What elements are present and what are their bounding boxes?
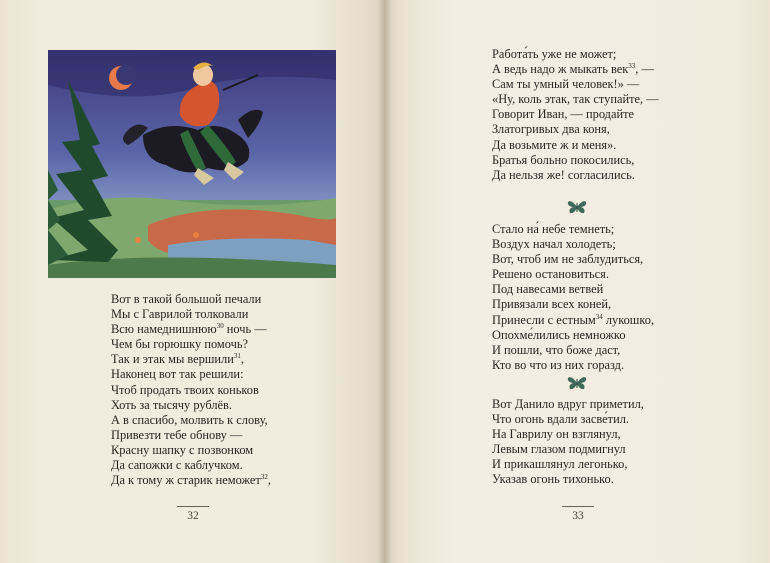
verse-line: Да к тому ж старик неможет$^{32}$, xyxy=(111,473,271,488)
page-number-left: 32 xyxy=(187,510,199,522)
footnote-marker[interactable]: 33 xyxy=(628,62,636,71)
book-gutter xyxy=(378,0,392,563)
verse-line: Братья больно покосились, xyxy=(492,152,635,167)
verse-line: Решено остановиться. xyxy=(492,267,609,282)
verse-line: Чтоб продать твоих коньков xyxy=(111,382,259,397)
verse-line: Привязали всех коней, xyxy=(492,297,612,312)
butterfly-ornament-icon xyxy=(567,374,587,392)
verse-line: Мы с Гаврилой толковали xyxy=(111,307,249,322)
butterfly-ornament-icon xyxy=(567,198,587,216)
verse-line: Воздух начал холодеть; xyxy=(492,237,616,252)
footnote-marker[interactable]: 32 xyxy=(260,473,268,482)
verse-line: Привезти тебе обнову — xyxy=(111,427,243,442)
illustration-ivan-riding-horse xyxy=(48,50,336,278)
footnote-marker[interactable]: 34 xyxy=(595,312,603,321)
verse-line: Хоть за тысячу рублёв. xyxy=(111,397,233,412)
stanza-1 xyxy=(492,47,659,183)
verse-line: «Ну, коль этак, так ступайте, — xyxy=(492,92,659,107)
verse-line: Всю намеднишнюю$^{30}$ ночь — xyxy=(111,322,267,337)
verse-line: Стало на́ небе темнеть; xyxy=(492,222,615,236)
verse-line: И пошли, что боже даст, xyxy=(492,342,621,357)
verse-line: Вот Данило вдруг приметил, xyxy=(492,397,644,411)
page-number-rule xyxy=(177,506,209,507)
verse-line: Говорит Иван, — продайте xyxy=(492,107,635,122)
page-number-right: 33 xyxy=(572,510,584,522)
verse-line: Златогривых два коня, xyxy=(492,122,610,137)
verse-line: Да сапожки с каблучком. xyxy=(111,458,243,473)
stanza-2 xyxy=(492,222,654,373)
verse-line: Вот в такой большой печали xyxy=(111,292,262,306)
verse-line: Работа́ть уже не может; xyxy=(492,47,617,61)
verse-line: Да нельзя же! согласились. xyxy=(492,167,635,182)
verse-line: Наконец вот так решили: xyxy=(111,367,244,382)
verse-left xyxy=(111,292,271,488)
footnote-marker[interactable]: 30 xyxy=(216,322,224,331)
verse-line: А в спасибо, молвить к слову, xyxy=(111,412,268,427)
verse-line: Так и этак мы вершили$^{31}$, xyxy=(111,352,244,367)
page-number-rule xyxy=(562,506,594,507)
verse-line: Да возьмите ж и меня». xyxy=(492,137,617,152)
verse-line: Красну шапку с позвонком xyxy=(111,442,254,457)
verse-line: И прикашлянул легонько, xyxy=(492,457,628,472)
verse-line: Что огонь вдали засве́тил. xyxy=(492,412,630,427)
verse-line: Чем бы горюшку помочь? xyxy=(111,337,249,352)
verse-line: А ведь надо ж мыкать век$^{33}$, — xyxy=(492,62,654,77)
stanza-3 xyxy=(492,397,644,488)
verse-line: Принесли с естным$^{34}$ лукошко, xyxy=(492,312,655,327)
verse-line: На Гаврилу он взглянул, xyxy=(492,427,621,442)
verse-line: Кто во что из них горазд. xyxy=(492,357,625,372)
verse-line: Указав огонь тихонько. xyxy=(492,472,614,487)
verse-line: Сам ты умный человек!» — xyxy=(492,77,640,92)
verse-line: Левым глазом подмигнул xyxy=(492,442,626,457)
verse-line: Опохме́лились немножко xyxy=(492,327,626,342)
verse-line: Под навесами ветвей xyxy=(492,282,604,297)
footnote-marker[interactable]: 31 xyxy=(233,352,241,361)
verse-line: Вот, чтоб им не заблудиться, xyxy=(492,252,644,267)
